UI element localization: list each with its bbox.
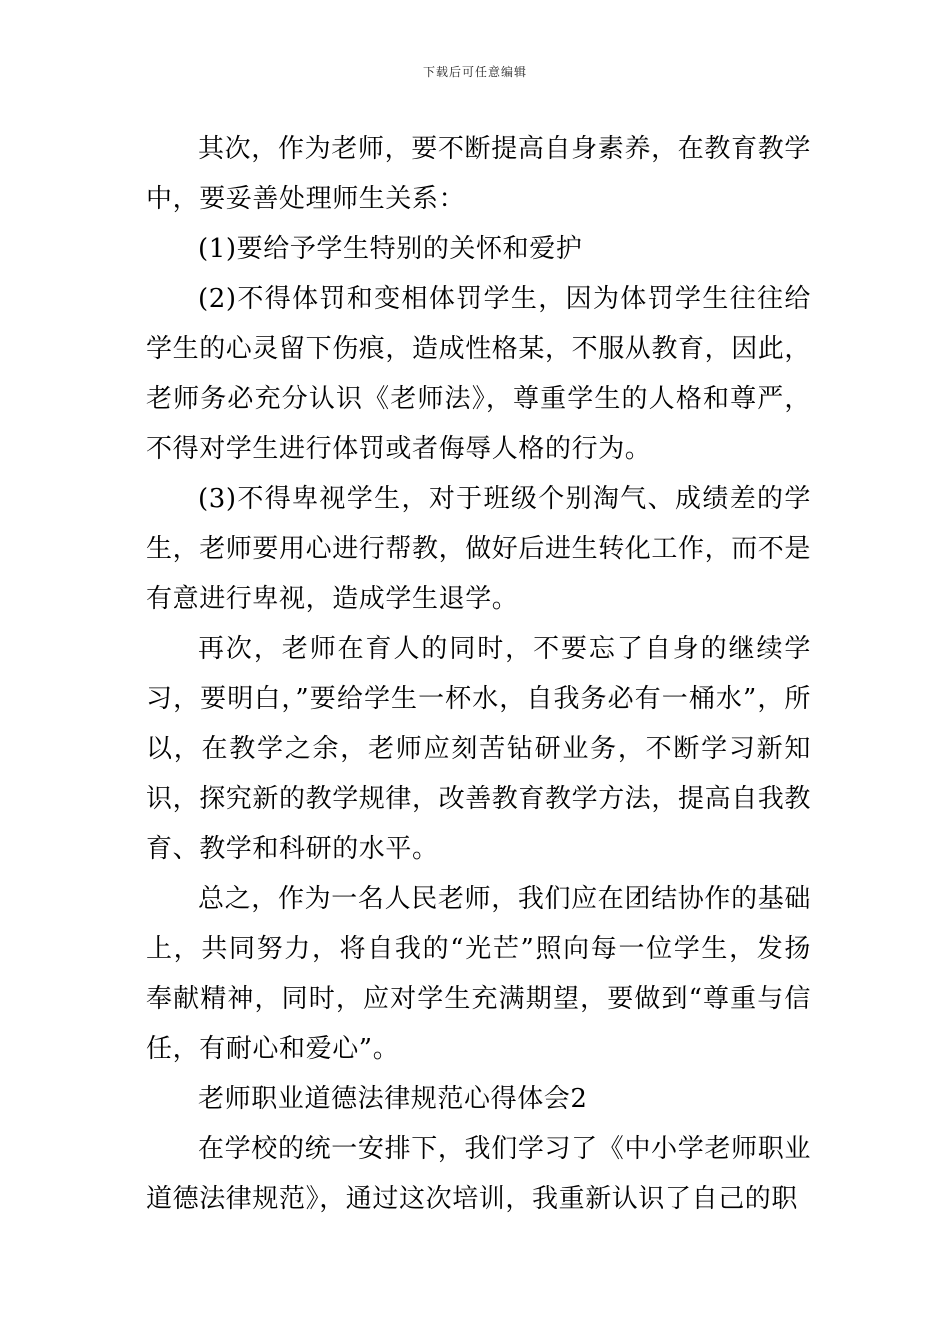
paragraph-point-2: (2)不得体罚和变相体罚学生，因为体罚学生往往给学生的心灵留下伤痕，造成性格某，不服从教育，因此，老师务必充分认识《老师法》，尊重学生的人格和尊严，不得对学生进行体罚或者侮辱人格的行为。 (146, 284, 812, 464)
document-body (146, 124, 811, 1224)
section-title: 老师职业道德法律规范心得体会2 (198, 1084, 588, 1114)
paragraph-continuous-learning: 再次，老师在育人的同时，不要忘了自身的继续学习，要明白，”要给学生一杯水，自我务必有一桶水”，所以，在教学之余，老师应刻苦钻研业务，不断学习新知识，探究新的教学规律，改善教育教学方法，提高自我教育、教学和科研的水平。 (146, 634, 812, 864)
header-note: 下载后可任意编辑 (422, 65, 527, 79)
paragraph-point-3: (3)不得卑视学生，对于班级个别淘气、成绩差的学生，老师要用心进行帮教，做好后进生转化工作，而不是有意进行卑视，造成学生退学。 (146, 484, 812, 614)
paragraph-conclusion: 总之，作为一名人民老师，我们应在团结协作的基础上，共同努力，将自我的“光芒”照向每一位学生，发扬奉献精神，同时，应对学生充满期望，要做到“尊重与信任，有耐心和爱心”。 (146, 884, 811, 1064)
paragraph-point-1: (1)要给予学生特别的关怀和爱护 (198, 234, 583, 264)
paragraph-relationship-intro: 其次，作为老师，要不断提高自身素养，在教育教学中，要妥善处理师生关系： (146, 134, 811, 214)
paragraph-section-2-intro: 在学校的统一安排下，我们学习了《中小学老师职业道德法律规范》，通过这次培训，我重新认识了自己的职 (146, 1134, 811, 1214)
